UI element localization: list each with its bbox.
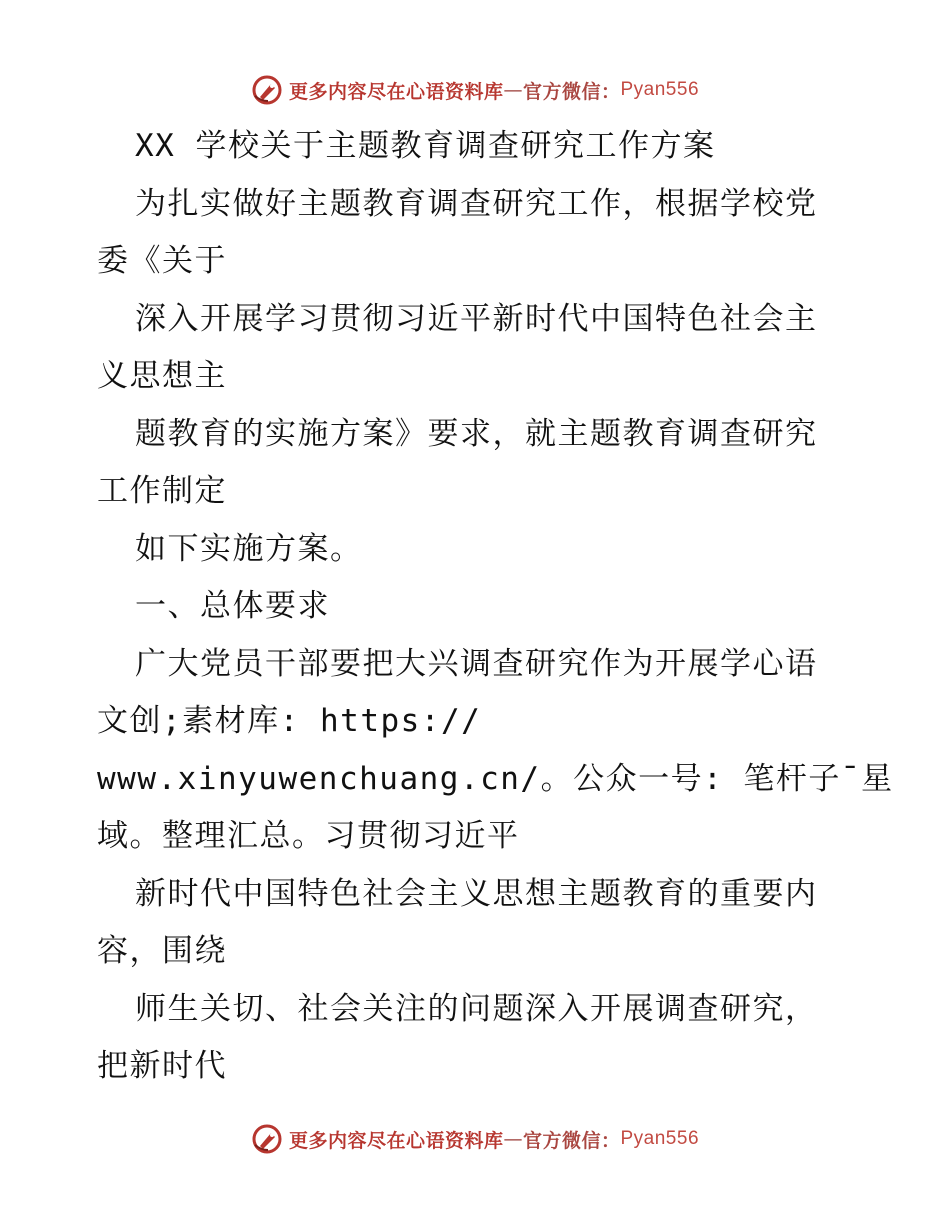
pen-nib-circle-logo-icon xyxy=(251,1123,283,1155)
document-line: 为扎实做好主题教育调查研究工作，根据学校党 xyxy=(135,185,818,222)
document-line: 新时代中国特色社会主义思想主题教育的重要内 xyxy=(135,875,818,912)
document-line: 容，围绕 xyxy=(97,933,227,969)
document-line: 深入开展学习贯彻习近平新时代中国特色社会主 xyxy=(135,300,818,337)
document-line: 把新时代 xyxy=(97,1048,227,1084)
header-banner xyxy=(0,70,950,110)
banner-main-text: 更多内容尽在心语资料库 xyxy=(288,80,504,103)
banner-wechat-label: 官方微信： xyxy=(522,1129,621,1152)
document-line: 域。整理汇总。习贯彻习近平 xyxy=(97,818,520,854)
banner-wechat-label: 官方微信： xyxy=(522,80,621,103)
document-line: 义思想主 xyxy=(97,358,227,394)
document-line: 题教育的实施方案》要求，就主题教育调查研究 xyxy=(135,415,818,452)
banner-wechat-id: Pyan556 xyxy=(620,1128,700,1149)
pen-nib-circle-logo-icon xyxy=(251,74,283,106)
document-line: 师生关切、社会关注的问题深入开展调查研究， xyxy=(135,990,818,1027)
document-line: 工作制定 xyxy=(97,473,227,509)
document-line: XX 学校关于主题教育调查研究工作方案 xyxy=(135,128,716,164)
document-line: 如下实施方案。 xyxy=(135,530,363,567)
banner-dash: — xyxy=(503,1128,523,1150)
banner-wechat-id: Pyan556 xyxy=(620,79,700,100)
document-body xyxy=(97,118,894,1096)
document-line: www.xinyuwenchuang.cn/。公众一号: 笔杆子¯星 xyxy=(97,760,894,797)
document-line: 一、总体要求 xyxy=(135,588,330,624)
document-line: 委《关于 xyxy=(97,243,227,279)
banner-main-text: 更多内容尽在心语资料库 xyxy=(288,1129,504,1152)
banner-dash: — xyxy=(503,79,523,101)
document-line: 广大党员干部要把大兴调查研究作为开展学心语 xyxy=(135,645,818,682)
footer-banner xyxy=(0,1119,950,1159)
document-line: 文创;素材库: https:// xyxy=(97,703,482,739)
